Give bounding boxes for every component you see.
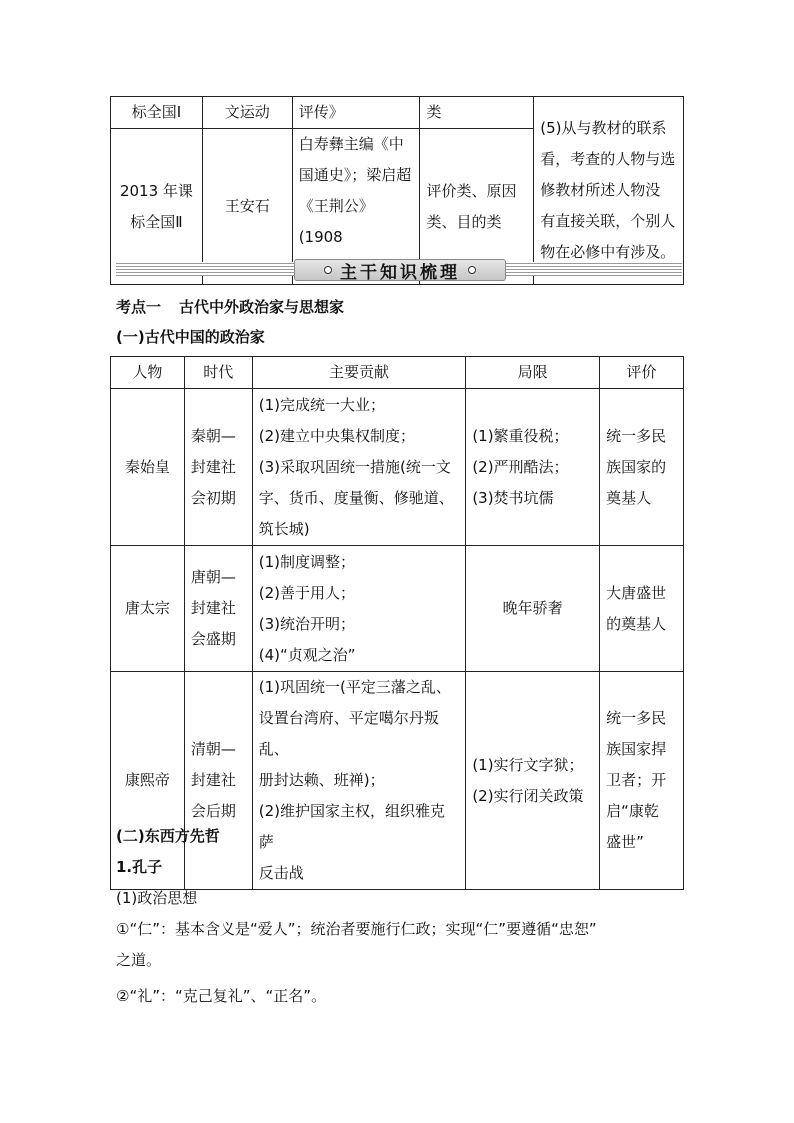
cell-contributions: (1)制度调整； (2)善于用人； (3)统治开明； (4)“贞观之治” xyxy=(252,546,466,672)
cell-era: 唐朝— 封建社 会盛期 xyxy=(184,546,252,672)
kaodian-heading xyxy=(116,296,344,317)
cell-person: 康熙帝 xyxy=(111,672,185,890)
column-header: 时代 xyxy=(184,357,252,389)
circle-icon xyxy=(324,266,332,274)
sub-subsection-heading: (1)政治思想 xyxy=(116,889,198,907)
column-header: 局限 xyxy=(466,357,600,389)
cell-contributions: (1)完成统一大业； (2)建立中央集权制度； (3)采取巩固统一措施(统一文 字、货币、度量衡、修驰道、 筑长城) xyxy=(252,389,466,546)
politicians-table xyxy=(110,356,684,890)
column-header: 主要贡献 xyxy=(252,357,466,389)
banner-stripe-left xyxy=(116,262,306,276)
cell-type: 评价类、原因 类、目的类 xyxy=(420,129,534,285)
subsection-heading: 1.孔子 xyxy=(116,858,163,876)
cell-limits: 晚年骄奢 xyxy=(466,546,600,672)
cell-note: (5)从与教材的联系 看，考查的人物与选 修教材所述人物没 有直接关联，个别人 物在必修中有涉及。 xyxy=(534,97,684,285)
cell-contributions: (1)巩固统一(平定三藩之乱、 设置台湾府、平定噶尔丹叛乱、 册封达赖、班禅)； (2)维护国家主权，组织雅克萨 反击战 xyxy=(252,672,466,890)
table-header-row xyxy=(111,357,684,389)
cell-book: 评传》 xyxy=(292,97,420,129)
cell-limits: (1)繁重役税； (2)严刑酷法； (3)焚书坑儒 xyxy=(466,389,600,546)
table-row xyxy=(111,672,684,890)
section-heading-1: (一)古代中国的政治家 xyxy=(116,328,265,346)
paragraph-line: ②“礼”：“克己复礼”、“正名”。 xyxy=(116,987,327,1005)
column-header: 人物 xyxy=(111,357,185,389)
cell-evaluation: 统一多民 族国家的 奠基人 xyxy=(600,389,684,546)
section-heading-2: (二)东西方先哲 xyxy=(116,827,220,845)
cell-type: 类 xyxy=(420,97,534,129)
table-row xyxy=(111,97,684,129)
cell-era: 清朝— 封建社 会后期 xyxy=(184,672,252,890)
cell-evaluation: 大唐盛世 的奠基人 xyxy=(600,546,684,672)
cell-person: 唐太宗 xyxy=(111,546,185,672)
banner-title: 主干知识梳理 xyxy=(340,262,460,283)
paragraph-line: 之道。 xyxy=(116,951,162,969)
kaodian-title: 古代中外政治家与思想家 xyxy=(179,298,345,316)
cell-evaluation: 统一多民 族国家捍 卫者；开 启“康乾 盛世” xyxy=(600,672,684,890)
section-banner xyxy=(116,259,682,281)
cell-limits: (1)实行文字狱； (2)实行闭关政策 xyxy=(466,672,600,890)
column-header: 评价 xyxy=(600,357,684,389)
banner-stripe-right xyxy=(492,262,682,276)
cell-era: 秦朝— 封建社 会初期 xyxy=(184,389,252,546)
cell-person: 王安石 xyxy=(202,129,292,285)
cell-book: 白寿彝主编《中 国通史》；梁启超 《王荆公》(1908 xyxy=(292,129,420,285)
cell-year: 标全国Ⅰ xyxy=(111,97,203,129)
banner-plate xyxy=(294,259,506,281)
cell-year: 2013 年课 标全国Ⅱ xyxy=(111,129,203,285)
cell-person: 文运动 xyxy=(202,97,292,129)
paragraph-line: ①“仁”：基本含义是“爱人”；统治者要施行仁政；实现“仁”要遵循“忠恕” xyxy=(116,920,597,938)
table-row xyxy=(111,546,684,672)
cell-person: 秦始皇 xyxy=(111,389,185,546)
kaodian-label: 考点一 xyxy=(116,298,162,316)
table-row xyxy=(111,389,684,546)
circle-icon xyxy=(468,266,476,274)
